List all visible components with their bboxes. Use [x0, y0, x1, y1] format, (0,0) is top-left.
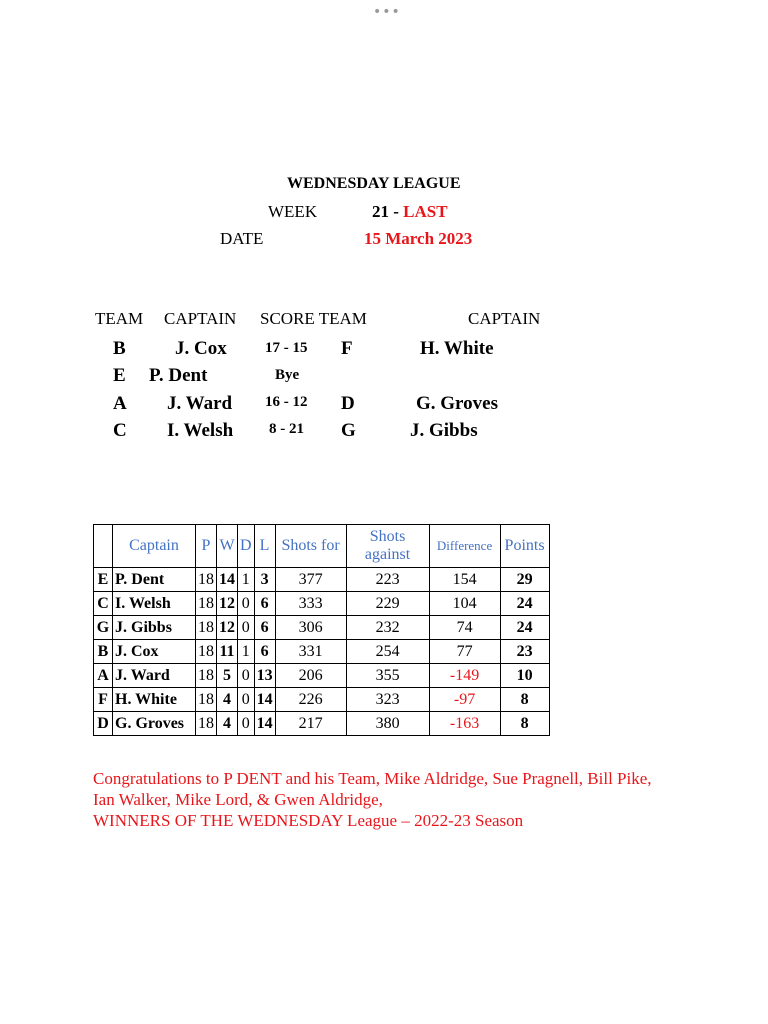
header-points: Points — [500, 525, 549, 568]
lost-cell: 14 — [254, 712, 275, 736]
fixtures-header-captain-2: CAPTAIN — [468, 309, 541, 328]
congratulations-message — [93, 768, 693, 831]
fixture-team: C — [113, 420, 127, 441]
team-cell: E — [94, 568, 113, 592]
header-drawn: D — [238, 525, 255, 568]
shots-for-cell: 333 — [275, 592, 346, 616]
page-title: WEDNESDAY LEAGUE — [287, 175, 461, 192]
won-cell: 14 — [217, 568, 238, 592]
congrats-line: Ian Walker, Mike Lord, & Gwen Aldridge, — [93, 790, 383, 809]
played-cell: 18 — [196, 688, 217, 712]
fixture-opponent-captain: J. Gibbs — [410, 420, 478, 441]
menu-dots-icon[interactable]: ••• — [373, 4, 401, 20]
header-captain: Captain — [113, 525, 196, 568]
header-won: W — [217, 525, 238, 568]
drawn-cell: 0 — [238, 712, 255, 736]
lost-cell: 6 — [254, 592, 275, 616]
header-difference: Difference — [429, 525, 500, 568]
fixture-team: A — [113, 393, 127, 414]
fixture-score: 16 - 12 — [265, 394, 308, 410]
difference-cell: -97 — [429, 688, 500, 712]
points-cell: 24 — [500, 592, 549, 616]
won-cell: 12 — [217, 592, 238, 616]
fixture-captain: J. Cox — [175, 338, 227, 359]
played-cell: 18 — [196, 616, 217, 640]
lost-cell: 13 — [254, 664, 275, 688]
header-played: P — [196, 525, 217, 568]
drawn-cell: 0 — [238, 616, 255, 640]
captain-cell: H. White — [113, 688, 196, 712]
team-cell: G — [94, 616, 113, 640]
shots-against-cell: 223 — [346, 568, 429, 592]
lost-cell: 14 — [254, 688, 275, 712]
won-cell: 4 — [217, 688, 238, 712]
shots-for-cell: 306 — [275, 616, 346, 640]
played-cell: 18 — [196, 712, 217, 736]
shots-against-cell: 380 — [346, 712, 429, 736]
drawn-cell: 0 — [238, 664, 255, 688]
difference-cell: 154 — [429, 568, 500, 592]
difference-cell: 77 — [429, 640, 500, 664]
captain-cell: J. Gibbs — [113, 616, 196, 640]
shots-against-cell: 232 — [346, 616, 429, 640]
fixture-score: 8 - 21 — [269, 421, 304, 437]
points-cell: 23 — [500, 640, 549, 664]
captain-cell: I. Welsh — [113, 592, 196, 616]
captain-cell: P. Dent — [113, 568, 196, 592]
fixture-opponent-captain: H. White — [420, 338, 494, 359]
league-table — [93, 524, 550, 736]
table-row — [94, 712, 550, 736]
won-cell: 12 — [217, 616, 238, 640]
played-cell: 18 — [196, 592, 217, 616]
shots-against-cell: 254 — [346, 640, 429, 664]
lost-cell: 6 — [254, 616, 275, 640]
captain-cell: J. Ward — [113, 664, 196, 688]
table-row — [94, 640, 550, 664]
team-cell: F — [94, 688, 113, 712]
won-cell: 11 — [217, 640, 238, 664]
week-last: LAST — [403, 202, 448, 221]
shots-for-cell: 206 — [275, 664, 346, 688]
fixture-opponent-team: D — [341, 393, 355, 414]
week-number — [372, 202, 448, 222]
week-label: WEEK — [268, 202, 318, 221]
shots-for-cell: 226 — [275, 688, 346, 712]
shots-against-cell: 355 — [346, 664, 429, 688]
header-lost: L — [254, 525, 275, 568]
fixture-score: Bye — [275, 367, 300, 383]
table-row — [94, 592, 550, 616]
captain-cell: J. Cox — [113, 640, 196, 664]
fixture-team: E — [113, 365, 126, 386]
team-cell: B — [94, 640, 113, 664]
team-cell: A — [94, 664, 113, 688]
drawn-cell: 0 — [238, 592, 255, 616]
points-cell: 29 — [500, 568, 549, 592]
points-cell: 24 — [500, 616, 549, 640]
header-team — [94, 525, 113, 568]
drawn-cell: 0 — [238, 688, 255, 712]
played-cell: 18 — [196, 664, 217, 688]
table-row — [94, 568, 550, 592]
played-cell: 18 — [196, 568, 217, 592]
shots-against-cell: 229 — [346, 592, 429, 616]
date-label: DATE — [220, 229, 264, 248]
header-shots-against: Shots against — [346, 525, 429, 568]
table-row — [94, 616, 550, 640]
table-row — [94, 664, 550, 688]
captain-cell: G. Groves — [113, 712, 196, 736]
points-cell: 10 — [500, 664, 549, 688]
lost-cell: 3 — [254, 568, 275, 592]
drawn-cell: 1 — [238, 640, 255, 664]
fixture-opponent-captain: G. Groves — [416, 393, 498, 414]
team-cell: C — [94, 592, 113, 616]
won-cell: 4 — [217, 712, 238, 736]
date-value: 15 March 2023 — [364, 229, 473, 248]
difference-cell: -163 — [429, 712, 500, 736]
table-row — [94, 688, 550, 712]
played-cell: 18 — [196, 640, 217, 664]
difference-cell: 104 — [429, 592, 500, 616]
header-shots-for: Shots for — [275, 525, 346, 568]
fixture-team: B — [113, 338, 126, 359]
fixture-opponent-team: F — [341, 338, 353, 359]
points-cell: 8 — [500, 688, 549, 712]
points-cell: 8 — [500, 712, 549, 736]
fixtures-header-captain: CAPTAIN — [164, 309, 237, 328]
table-header-row — [94, 525, 550, 568]
won-cell: 5 — [217, 664, 238, 688]
fixture-captain: I. Welsh — [167, 420, 234, 441]
fixtures-header-team: TEAM — [95, 309, 144, 328]
difference-cell: -149 — [429, 664, 500, 688]
shots-for-cell: 217 — [275, 712, 346, 736]
lost-cell: 6 — [254, 640, 275, 664]
difference-cell: 74 — [429, 616, 500, 640]
fixture-captain: J. Ward — [167, 393, 233, 414]
team-cell: D — [94, 712, 113, 736]
shots-for-cell: 377 — [275, 568, 346, 592]
fixture-captain: P. Dent — [149, 365, 208, 386]
shots-against-cell: 323 — [346, 688, 429, 712]
drawn-cell: 1 — [238, 568, 255, 592]
congrats-line: Congratulations to P DENT and his Team, Mike Aldridge, Sue Pragnell, Bill Pike, — [93, 769, 652, 788]
fixtures-header-score-team: SCORE TEAM — [260, 309, 367, 328]
week-value: 21 - — [372, 202, 399, 221]
shots-for-cell: 331 — [275, 640, 346, 664]
fixture-opponent-team: G — [341, 420, 356, 441]
congrats-line: WINNERS OF THE WEDNESDAY League – 2022-23 Season — [93, 811, 524, 830]
fixture-score: 17 - 15 — [265, 340, 308, 356]
